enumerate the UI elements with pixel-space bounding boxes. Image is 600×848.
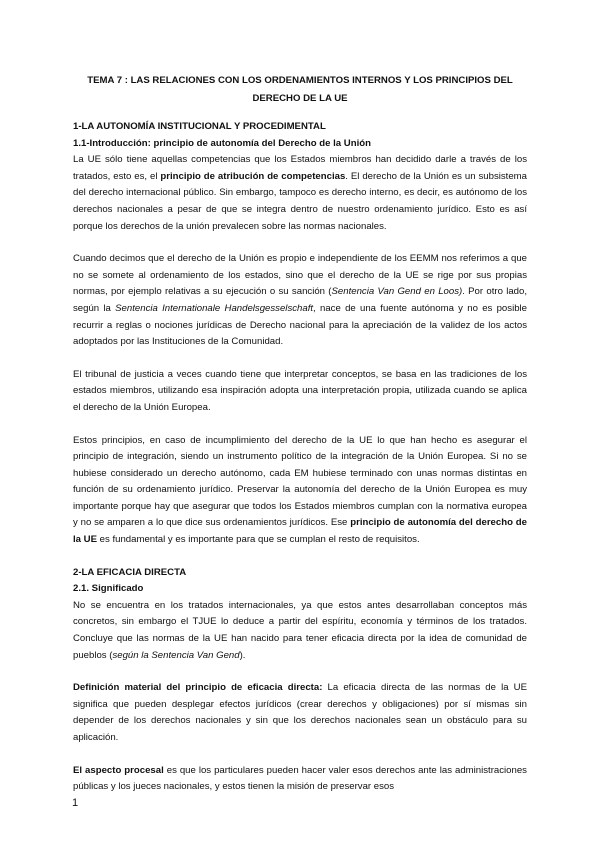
- text-run: es fundamental y es importante para que se cumplan el resto de requisitos.: [97, 534, 420, 546]
- section1-paragraph-4: [73, 433, 527, 549]
- italic-citation: Sentencia Van Gend en Loos): [331, 286, 463, 298]
- text-run: . El derecho de la Unión es un subsistema del derecho internacional público. Sin embargo, tampoco es derecho interno, es decir, es autónomo de los derechos nacionales a pesar de que se integra dentro de nuestro ordenamiento jurídico. Esto es así porque los derechos de la unión prevalecen sobre las normas nacionales.: [73, 170, 527, 232]
- text-run: No se encuentra en los tratados internacionales, ya que estos antes desarrollaban conceptos más concretos, sin embargo el TJUE lo deduce a partir del espíritu, economía y términos de los tratados. Concluye que las normas de la UE han nacido para tener eficacia directa por la idea de comunidad de pueblos (: [73, 599, 527, 661]
- section2-subheading: 2.1. Significado: [73, 583, 144, 595]
- section2-paragraph-2: [73, 680, 527, 746]
- text-run: Estos principios, en caso de incumplimiento del derecho de la UE lo que han hecho es asegurar el principio de integración, siendo un instrumento político de la integración de la Unión Europea. Si no se hubiese considerado un derecho autónomo, cada EM hubiese terminado con unas normas distintas en función de su ordenamiento jurídico. Preservar la autonomía del derecho de la Unión Europea es muy importante porque hay que asegurar que todos los Estados miembros cumplan con la normativa europea y no se amparen a lo que dice sus ordenamientos jurídicos. Ese: [73, 434, 527, 529]
- section1-subheading: 1.1-Introducción: principio de autonomía del Derecho de la Unión: [73, 137, 371, 149]
- section1-paragraph-3: El tribunal de justicia a veces cuando tiene que interpretar conceptos, se basa en las tradiciones de los estados miembros, utilizando esa inspiración adopta una interpretación propia, utilizada cuando se aplica el derecho de la Unión Europea.: [73, 368, 527, 413]
- page-number: 1: [72, 797, 79, 809]
- document-title: TEMA 7 : LAS RELACIONES CON LOS ORDENAMIENTOS INTERNOS Y LOS PRINCIPIOS DEL DERECHO DE LA UE: [87, 75, 513, 104]
- section2-heading: 2-LA EFICACIA DIRECTA: [73, 566, 187, 578]
- document-body: [73, 119, 527, 796]
- italic-citation: según la Sentencia Van Gend: [112, 649, 240, 661]
- text-run: La eficacia directa de las normas de la UE significa que pueden desplegar efectos jurídicos (crear derechos y obligaciones) por sí mismas sin depender de los derechos nacionales y sin que los derechos nacionales sean un obstáculo para su aplicación.: [73, 682, 527, 743]
- text-run: , nace de una fuente autónoma y no es posible recurrir a reglas o nociones jurídicas de Derecho nacional para la apreciación de la validez de los actos adoptados por las Instituciones de la Comunidad.: [73, 302, 528, 348]
- italic-citation: Sentencia Internationale Handelsgesselschaft: [115, 302, 314, 314]
- bold-term: principio de autonomía del derecho de la UE: [73, 517, 527, 546]
- text-run: ).: [239, 649, 246, 661]
- bold-term: principio de atribución de competencias: [160, 170, 346, 182]
- bold-term: Definición material del principio de eficacia directa:: [73, 682, 323, 694]
- section2-paragraph-3: [73, 763, 527, 796]
- text-run: es que los particulares pueden hacer valer esos derechos ante las administraciones públicas y los jueces nacionales, y estos tienen la misión de preservar esos: [73, 764, 527, 793]
- section2-paragraph-1: [73, 598, 527, 664]
- section1-paragraph-1: [73, 152, 527, 235]
- text-run: Cuando decimos que el derecho de la Unión es propio e independiente de los EEMM nos referimos a que no se somete al ordenamiento de los estados, sino que el derecho de la UE se rige por sus propias normas, por ejemplo relativas a su ejecución o su sanción (: [73, 253, 527, 298]
- section1-paragraph-2: [73, 251, 527, 351]
- text-run: . Por otro lado, según la: [73, 286, 528, 314]
- bold-term: El aspecto procesal: [73, 764, 164, 776]
- text-run: La UE sólo tiene aquellas competencias que los Estados miembros han decidido darle a través de los tratados, esto es, el: [73, 154, 527, 182]
- section1-heading: 1-LA AUTONOMÍA INSTITUCIONAL Y PROCEDIMENTAL: [73, 121, 326, 132]
